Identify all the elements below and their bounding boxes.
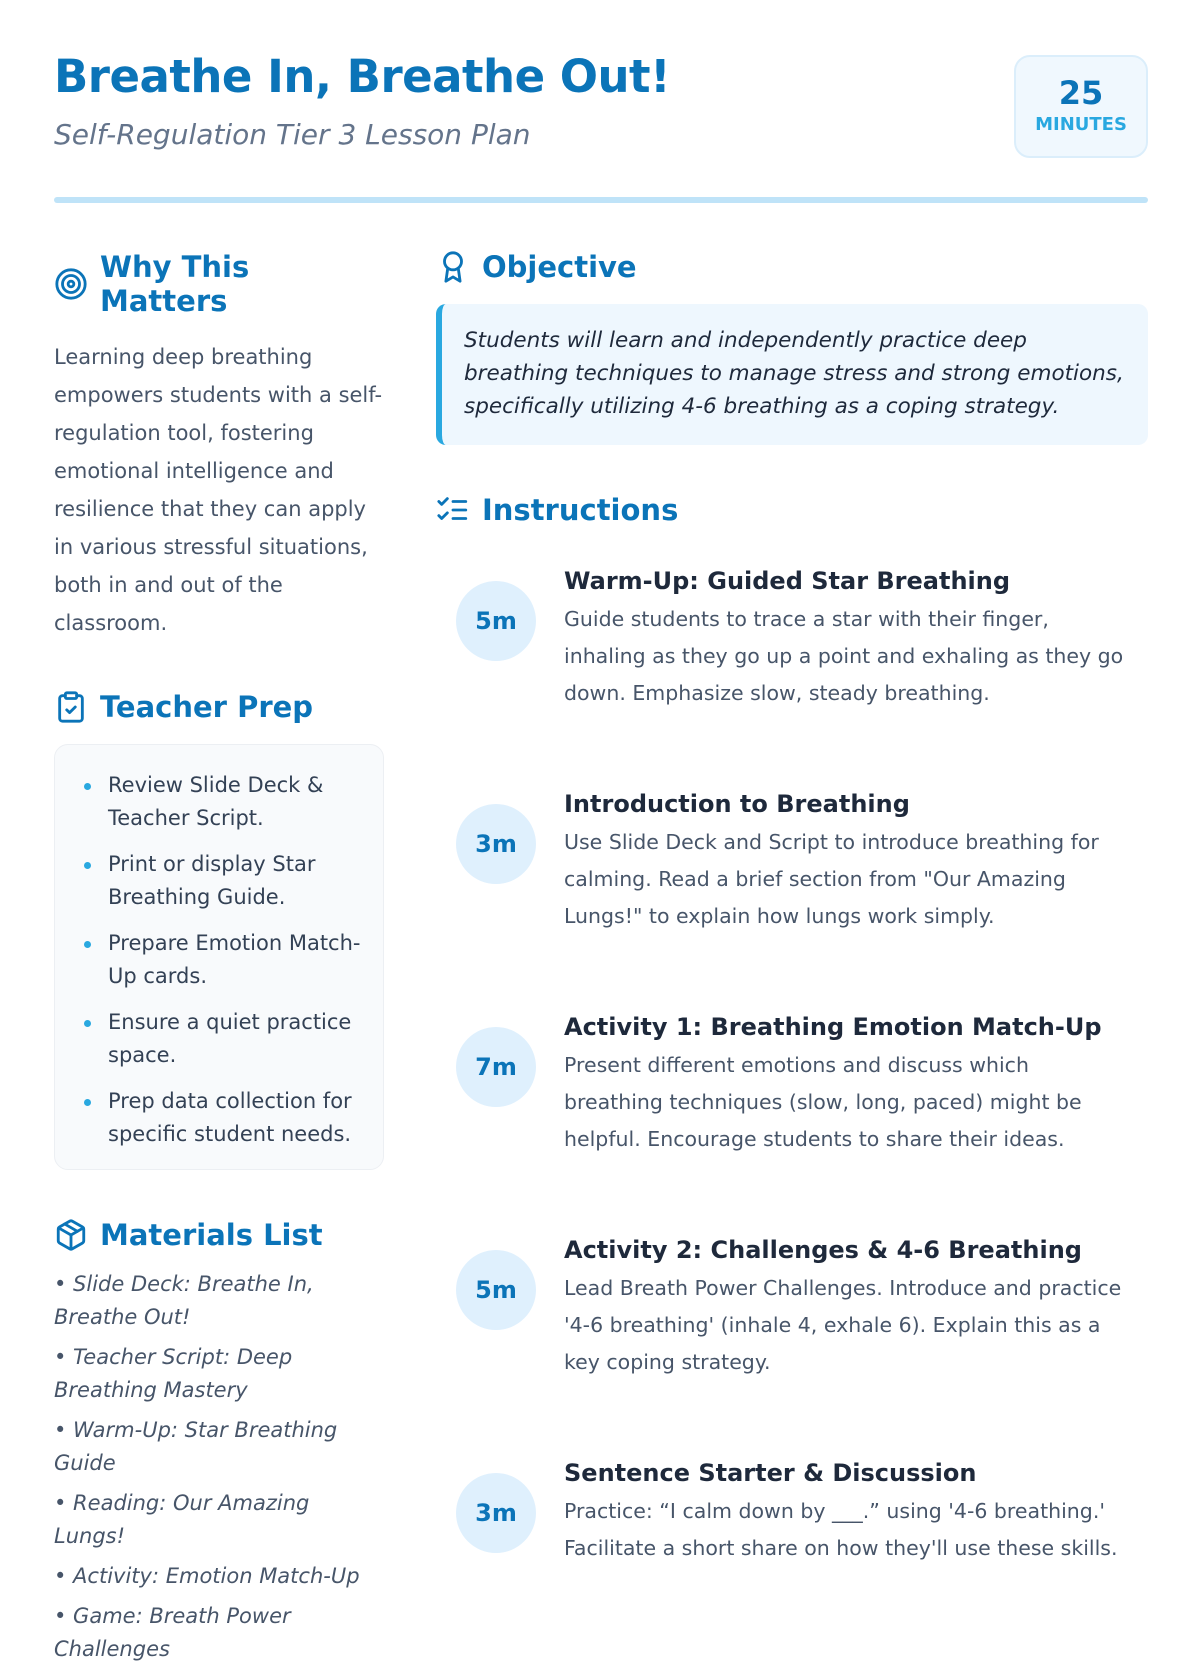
target-icon [54,267,88,301]
step-body [564,1234,1134,1381]
step-time-badge: 7m [456,1027,536,1107]
material-item: • Game: Breath Power Challenges [54,1604,291,1661]
prep-box [54,744,384,1170]
prep-item: Ensure a quiet practice space. [83,1006,363,1072]
step-time-badge: 3m [456,804,536,884]
header-divider [54,197,1148,203]
step-title: Warm-Up: Guided Star Breathing [564,567,1011,595]
step-text: Use Slide Deck and Script to introduce breathing for calming. Read a brief section from "Our Amazing Lungs!" to explain how lungs work simply. [564,830,1099,928]
duration-badge [1014,55,1148,158]
why-heading: Why This Matters [100,250,250,318]
why-text: Learning deep breathing empowers students with a self-regulation tool, fostering emotional intelligence and resilience that they can apply in various stressful situations, both in and out of the classroom. [54,345,383,635]
instruction-step [436,1220,1148,1443]
material-item: • Reading: Our Amazing Lungs! [54,1491,310,1548]
package-icon [54,1218,88,1252]
step-text: Practice: “I calm down by ___.” using '4-6 breathing.' Facilitate a short share on how they'll use these skills. [564,1499,1118,1560]
material-item: • Activity: Emotion Match-Up [54,1564,360,1588]
instruction-step [436,1443,1148,1666]
objective-box [436,304,1148,445]
step-body [564,565,1134,712]
duration-value: 25 [1058,74,1104,112]
instruction-steps [436,551,1148,1666]
right-column [436,250,1148,1666]
step-text: Lead Breath Power Challenges. Introduce and practice '4-6 breathing' (inhale 4, exhale 6). Explain this as a key coping strategy. [564,1276,1122,1374]
prep-heading: Teacher Prep [100,690,314,724]
checklist-icon [436,493,470,527]
page-title: Breathe In, Breathe Out! [54,50,671,103]
materials-heading: Materials List [100,1218,323,1252]
step-title: Activity 2: Challenges & 4-6 Breathing [564,1236,1082,1264]
objective-section-header [436,250,1148,284]
clipboard-check-icon [54,690,88,724]
step-text: Present different emotions and discuss which breathing techniques (slow, long, paced) might be helpful. Encourage students to share their ideas. [564,1053,1082,1151]
objective-heading: Objective [482,250,637,284]
prep-item: Print or display Star Breathing Guide. [83,848,363,914]
instructions-heading: Instructions [482,493,679,527]
award-ribbon-icon [436,250,470,284]
step-time-badge: 3m [456,1473,536,1553]
step-title: Activity 1: Breathing Emotion Match-Up [564,1013,1102,1041]
step-body [564,1457,1134,1567]
page-subtitle: Self-Regulation Tier 3 Lesson Plan [54,118,531,151]
step-time-badge: 5m [456,581,536,661]
duration-unit: MINUTES [1035,114,1127,135]
prep-item: Prep data collection for specific student needs. [83,1085,363,1151]
instruction-step [436,997,1148,1220]
prep-list [83,769,363,1151]
objective-text: Students will learn and independently practice deep breathing techniques to manage stress and strong emotions, specifically utilizing 4-6 breathing as a coping strategy. [464,328,1124,419]
material-item: • Warm-Up: Star Breathing Guide [54,1418,338,1475]
why-section-header [54,250,384,318]
lesson-header [54,50,1148,151]
step-body [564,1011,1134,1158]
material-item: • Teacher Script: Deep Breathing Mastery [54,1345,293,1402]
step-text: Guide students to trace a star with their finger, inhaling as they go up a point and exhaling as they go down. Emphasize slow, steady breathing. [564,607,1124,705]
materials-list [54,1268,384,1666]
prep-item: Prepare Emotion Match-Up cards. [83,927,363,993]
left-column [54,250,384,1673]
prep-section-header [54,690,384,724]
prep-item: Review Slide Deck & Teacher Script. [83,769,363,835]
instruction-step [436,774,1148,997]
instruction-step [436,551,1148,774]
materials-section-header [54,1218,384,1252]
instructions-section-header [436,493,1148,527]
step-title: Introduction to Breathing [564,790,910,818]
step-title: Sentence Starter & Discussion [564,1459,977,1487]
material-item: • Slide Deck: Breathe In, Breathe Out! [54,1272,314,1329]
step-body [564,788,1134,935]
step-time-badge: 5m [456,1250,536,1330]
